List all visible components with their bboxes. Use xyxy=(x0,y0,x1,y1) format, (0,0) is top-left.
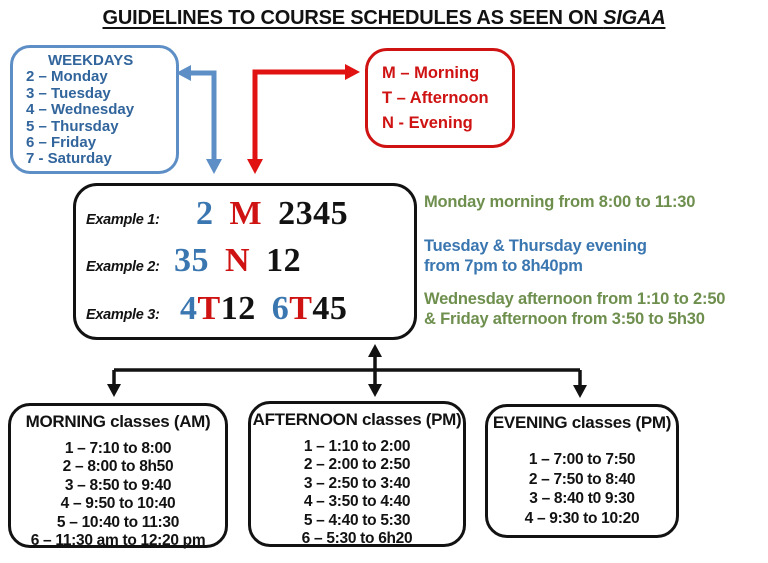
example-label: Example 3: xyxy=(86,307,160,324)
branch-arrows-icon xyxy=(107,370,587,398)
schedule-item: 1 – 7:10 to 8:00 xyxy=(64,440,172,457)
red-arrow-icon xyxy=(247,64,360,174)
weekdays-legend-box xyxy=(10,45,179,174)
schedule-item: 3 – 2:50 to 3:40 xyxy=(303,474,411,492)
period-item: N - Evening xyxy=(382,113,473,132)
schedule-item: 2 – 7:50 to 8:40 xyxy=(528,470,636,488)
note-example-1 xyxy=(424,192,768,212)
example-row-2 xyxy=(86,243,408,279)
evening-classes-list xyxy=(488,450,676,528)
schedule-item: 5 – 10:40 to 11:30 xyxy=(56,513,180,531)
evening-classes-box xyxy=(485,404,679,538)
code-period-letter: N xyxy=(209,242,267,280)
example-code xyxy=(180,291,347,327)
note-line: Wednesday afternoon from 1:10 to 2:50 xyxy=(424,290,726,308)
weekdays-legend-title: WEEKDAYS xyxy=(48,52,134,69)
schedule-item: 5 – 4:40 to 5:30 xyxy=(303,511,411,529)
code-slot-digits: 2345 xyxy=(278,194,349,232)
blue-arrow-icon xyxy=(176,65,222,174)
example-code xyxy=(174,243,301,279)
morning-classes-list xyxy=(11,440,225,550)
example-row-3 xyxy=(86,291,408,327)
morning-classes-title: MORNING classes (AM) xyxy=(25,412,211,431)
weekday-item: 7 - Saturday xyxy=(26,150,112,168)
afternoon-classes-box xyxy=(248,401,466,547)
weekday-item: 6 – Friday xyxy=(26,134,97,152)
schedule-item: 6 – 5:30 to 6h20 xyxy=(301,530,413,548)
schedule-item: 1 – 1:10 to 2:00 xyxy=(303,438,411,455)
code-period-letter: T xyxy=(197,290,221,328)
code-slot-digits: 12 xyxy=(266,242,302,280)
schedule-item: 1 – 7:00 to 7:50 xyxy=(528,451,636,468)
period-item: M – Morning xyxy=(382,63,480,82)
schedule-item: 4 – 9:30 to 10:20 xyxy=(524,509,640,527)
code-weekday-digit: 6 xyxy=(271,290,290,328)
note-example-2 xyxy=(424,236,768,276)
weekday-item: 2 – Monday xyxy=(26,68,108,86)
page-title xyxy=(0,7,768,30)
example-notes xyxy=(424,192,768,329)
weekday-item: 5 – Thursday xyxy=(26,117,119,135)
example-row-1 xyxy=(86,196,408,232)
note-line: Tuesday & Thursday evening xyxy=(424,237,647,255)
period-legend-box xyxy=(365,48,515,148)
example-code xyxy=(196,196,348,232)
page-title-main: GUIDELINES TO COURSE SCHEDULES AS SEEN ON xyxy=(102,7,604,29)
code-period-letter: T xyxy=(289,290,313,328)
page-title-emphasis: SIGAA xyxy=(603,7,666,29)
example-label: Example 2: xyxy=(86,259,160,276)
code-weekday-digit: 4 xyxy=(180,290,198,328)
note-example-3 xyxy=(424,289,768,329)
code-slot-digits: 12 xyxy=(220,290,272,328)
afternoon-classes-list xyxy=(251,438,463,548)
afternoon-classes-title: AFTERNOON classes (PM) xyxy=(252,410,462,429)
schedule-item: 3 – 8:40 t0 9:30 xyxy=(529,490,635,507)
double-arrow-icon xyxy=(368,344,382,397)
code-weekday-digit: 35 xyxy=(174,242,209,280)
code-period-letter: M xyxy=(213,194,279,232)
note-line: & Friday afternoon from 3:50 to 5h30 xyxy=(424,310,705,328)
period-item: T – Afternoon xyxy=(382,88,489,107)
examples-box xyxy=(73,183,417,340)
schedule-item: 6 – 11:30 am to 12:20 pm xyxy=(30,532,206,550)
example-label: Example 1: xyxy=(86,211,160,228)
schedule-item: 2 – 8:00 to 8h50 xyxy=(62,458,174,476)
schedule-item: 4 – 9:50 to 10:40 xyxy=(60,495,176,513)
morning-classes-box xyxy=(8,403,228,548)
code-slot-digits: 45 xyxy=(312,290,348,328)
note-line: Monday morning from 8:00 to 11:30 xyxy=(424,193,696,211)
code-weekday-digit: 2 xyxy=(196,194,214,232)
note-line: from 7pm to 8h40pm xyxy=(424,257,583,275)
schedule-item: 3 – 8:50 to 9:40 xyxy=(64,476,172,494)
evening-classes-title: EVENING classes (PM) xyxy=(492,413,672,432)
weekday-item: 4 – Wednesday xyxy=(26,101,135,119)
schedule-item: 2 – 2:00 to 2:50 xyxy=(303,456,411,474)
schedule-item: 4 – 3:50 to 4:40 xyxy=(303,493,411,511)
weekday-item: 3 – Tuesday xyxy=(26,84,111,102)
